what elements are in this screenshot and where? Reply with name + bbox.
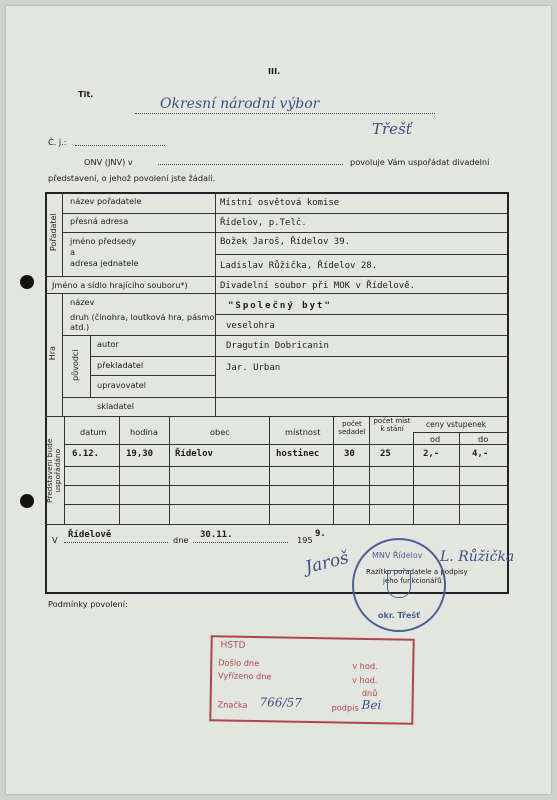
row-do: 4,- [472,449,489,459]
col-stani: počet míst k stání [373,417,411,433]
col-divider [269,416,270,524]
hra-label-2: autor [97,339,119,349]
soubor-label: Jméno a sídlo hrajícího souboru*) [52,280,188,290]
registry-right-4: podpis [331,702,359,713]
col-divider [369,416,370,524]
puvodci-side-label: původci [70,349,80,381]
signature-caption-1: Razítko pořadatele a podpisy [366,568,468,576]
v-label: V [52,535,58,545]
registry-number: 766/57 [259,695,302,710]
hra-value-1: veselohra [226,321,275,331]
predstaveni-side-label: Představení bude uspořádáno [45,438,62,503]
table-left [45,192,47,594]
hra-label-4: upravovatel [97,380,147,390]
registry-right-2: v hod. [351,674,378,686]
year-suffix: 9. [315,529,326,539]
dne-label: dne [173,535,189,545]
signature-1: Jaroš [303,547,351,579]
row-line [45,524,507,525]
col-ceny: ceny vstupenek [426,420,487,429]
row-obec: Řídelov [175,449,213,459]
onv-line [158,164,343,165]
poradatel-label-0: název pořadatele [70,196,142,206]
row-hodina: 19,30 [126,449,154,459]
poradatel-label-2: jméno předsedy [70,236,137,246]
row-line [45,416,507,417]
col-divider [413,432,414,524]
hra-label-1-text: druh (činohra, loutková hra, pásmo atd.) [70,312,215,332]
registry-line-2: Vyřízeno dne [217,670,272,682]
row-line [90,375,215,376]
year-prefix: 195 [297,535,313,545]
ceny-line [413,432,507,433]
v-value: Řídelově [68,530,112,540]
cj-line [75,145,165,146]
emblem-icon [387,570,411,598]
row-line [62,335,507,336]
pred-side-divider [64,416,65,524]
punch-hole-top [20,275,34,289]
hra-label-5: skladatel [97,401,135,411]
row-line [64,466,507,467]
row-od: 2,- [423,449,440,459]
row-line [215,254,507,255]
col-divider [333,416,334,524]
poradatel-label-1: přesná adresa [70,216,129,226]
poradatel-label-3: a [70,247,76,257]
col-sedadel: počet sedadel [338,420,366,437]
round-stamp-top: MNV Řídelov [372,551,423,560]
registry-sign: Bei [361,697,382,713]
onv-label: ONV (JNV) v [84,157,133,167]
cj-value: Třešť [372,120,412,138]
registry-stamp [209,635,414,725]
registry-right-3: dnů [361,687,378,699]
col-divider [169,416,170,524]
side-divider [62,192,63,276]
podminky-label: Podmínky povolení: [48,599,128,609]
col-do: do [478,434,489,444]
v-line [64,542,168,543]
row-line [62,232,507,233]
poradatel-label-4: adresa jednatele [70,258,139,268]
row-line [45,276,507,277]
row-datum: 6.12. [72,449,100,459]
tit-line [135,113,435,114]
row-sedadel: 30 [344,449,355,459]
col-divider [459,432,460,524]
hra-label-3: překladatel [97,360,144,370]
table-top [45,192,508,194]
signature-caption-2: jeho funkcionářů [383,577,442,585]
tit-label: Tit. [78,89,94,99]
label-divider [215,192,216,416]
row-line [62,397,507,398]
registry-line-4: Značka [217,699,248,710]
hra-label-0: název [70,297,95,307]
dne-line [193,542,288,543]
form-number: III. [268,66,281,76]
round-official-stamp [352,538,446,632]
poradatel-value-2: Božek Jaroš, Řídelov 39. [220,237,351,247]
punch-hole-bottom [20,494,34,508]
row-mistnost: hostinec [276,449,320,459]
hra-value-4: Jar. Urban [226,363,281,373]
soubor-value: Divadelní soubor při MOK v Řídelově. [220,281,416,291]
signature-2: L. Růžička [440,549,515,565]
hra-value-2: Dragutin Dobricanin [226,341,329,351]
hra-side-label: Hra [47,346,57,361]
tit-value: Okresní národní výbor [160,96,320,112]
col-datum: datum [80,427,107,437]
round-stamp-bottom: okr. Třešť [378,611,420,620]
col-divider [119,416,120,524]
poradatel-value-1: Řídelov, p.Telč. [220,218,307,228]
cj-label: Č. j.: [48,137,67,147]
dne-value: 30.11. [200,530,233,540]
hra-label-1 [70,313,215,333]
poradatel-value-0: Místní osvětová komise [220,198,340,208]
col-obec: obec [210,427,230,437]
poradatel-side-label: Pořadatel [48,213,58,252]
registry-line-1: Došlo dne [218,657,260,669]
puvodci-divider [90,335,91,397]
poradatel-value-4: Ladislav Růžička, Řídelov 28. [220,261,378,271]
col-od: od [430,434,441,444]
povoluje-text: povoluje Vám uspořádat divadelní [350,157,490,167]
hra-value-0: "Společný byt" [228,301,332,311]
header-second-line: představení, o jehož povolení jste žádali. [48,173,216,183]
header-row-line [64,444,507,445]
row-line [90,356,507,357]
row-line [64,485,507,486]
row-line [45,293,507,294]
row-line [64,504,507,505]
col-hodina: hodina [130,427,158,437]
table-right [507,192,509,594]
row-line [215,314,507,315]
col-mistnost: místnost [285,427,321,437]
registry-stamp-title: HSTD [220,640,246,651]
registry-right-1: v hod. [352,660,378,672]
row-line [62,213,507,214]
row-stani: 25 [380,449,391,459]
